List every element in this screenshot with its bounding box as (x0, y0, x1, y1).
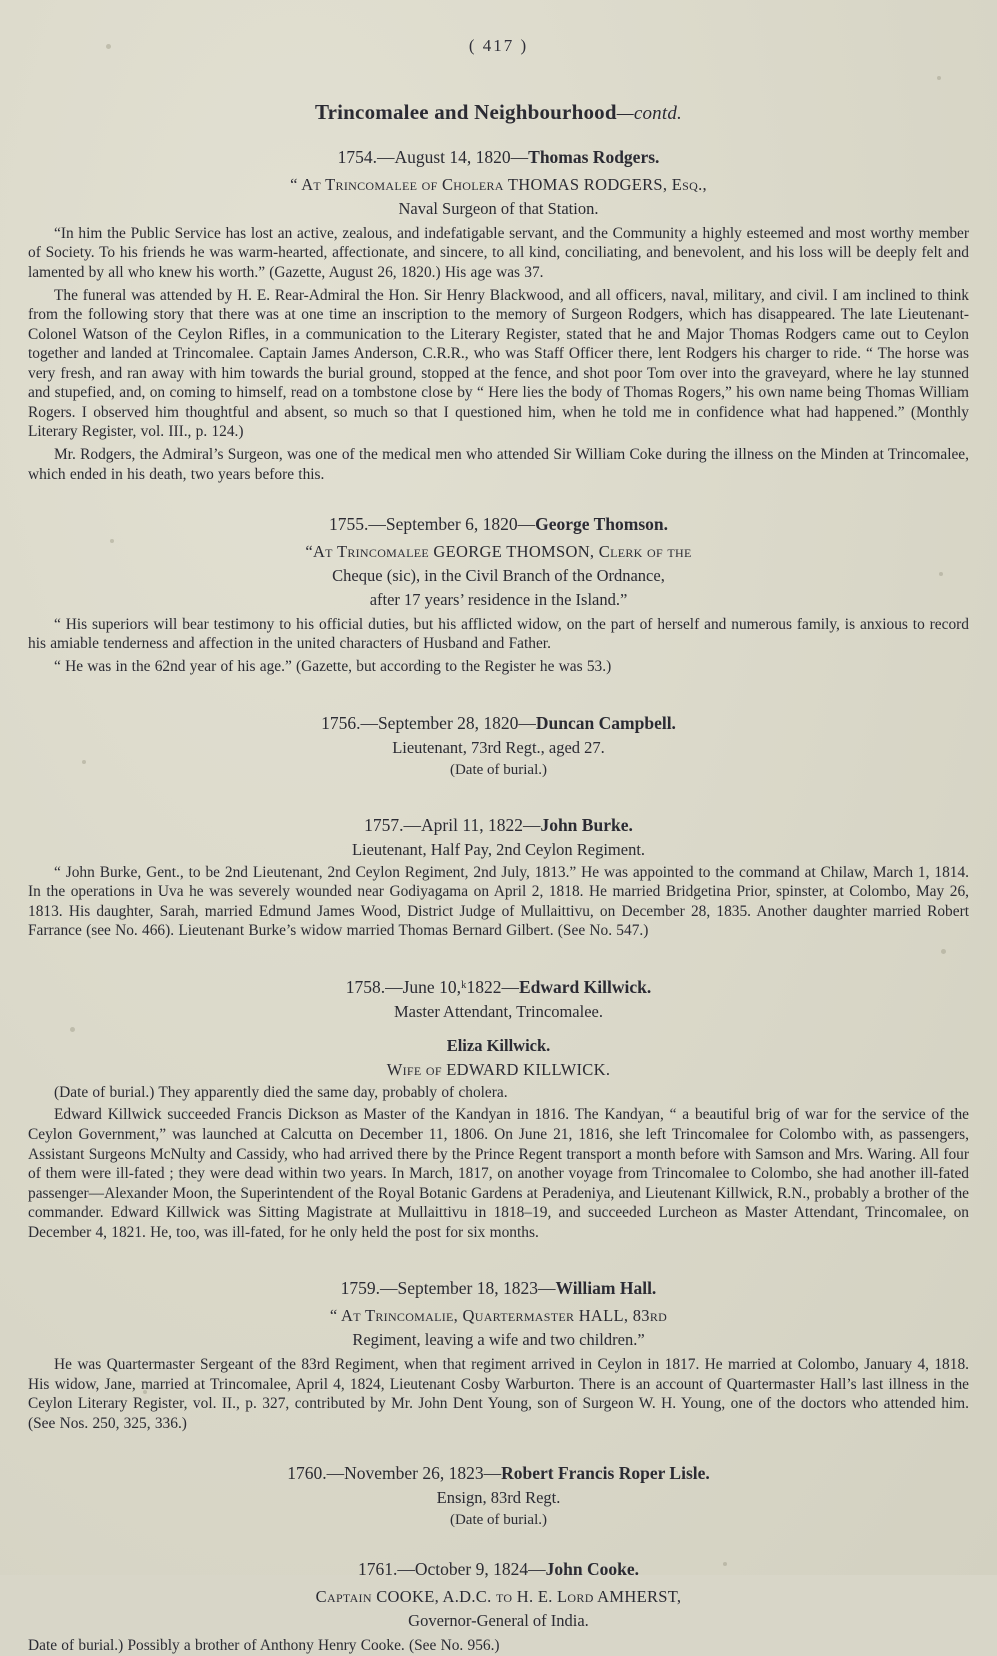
quote-line: Captain COOKE, A.D.C. to H. E. Lord AMHERST, (315, 1587, 682, 1607)
entry-paragraph: “ He was in the 62nd year of his age.” (Gazette, but according to the Register he was 53.) (54, 658, 612, 676)
entry-paragraph: “ John Burke, Gent., to be 2nd Lieutenant, 2nd Ceylon Regiment, 2nd July, 1813.” He was appointed to the command at Chilaw, March 1, 1814. In the operations in Uva he was severely wounded near Godiyagama on April 2, 1818. He married Bridgetina Prior, spinster, at Colombo, May 26, 1813. His daughter, Sarah, married Edmund James Wood, District Judge of Mullaittivu, on December 28, 1835. Another daughter married Robert Farrance (see No. 466). Lieutenant Burke’s widow married Thomas Bernard Gilbert. (See No. 547.) (28, 863, 969, 940)
quote-line: after 17 years’ residence in the Island.” (369, 590, 628, 609)
entry-heading-name: Edward Killwick. (518, 976, 652, 997)
entry-heading (28, 977, 969, 998)
entry-heading-name: Robert Francis Roper Lisle. (501, 1463, 710, 1484)
entry-quote (28, 1585, 969, 1633)
quote-line: Governor-General of India. (408, 1611, 589, 1631)
entry-heading-date: 1756.—September 28, 1820— (321, 712, 536, 733)
entry-subline: Ensign, 83rd Regt. (436, 1488, 561, 1508)
entry-subline: (Date of burial.) (449, 1512, 548, 1529)
entry-heading-name: Duncan Campbell. (535, 712, 676, 733)
entry-paragraph: “In him the Public Service has lost an active, zealous, and indefatigable servant, and the Community a highly esteemed and most worthy member of Society. To his friends he was warm-hearted, affectionate, and sincere, to all kind, conciliating, and benevolent, and his loss will be deeply felt and lamented by all who knew his worth.” (Gazette, August 26, 1820.) His age was 37. (28, 224, 969, 281)
quote-line: “ At Trincomalie, Quartermaster HALL, 83rd (329, 1306, 668, 1326)
page-title (28, 100, 969, 125)
entry-heading-date: 1755.—September 6, 1820— (329, 514, 536, 535)
quote-line: Regiment, leaving a wife and two children.” (352, 1330, 645, 1350)
entry-heading (28, 1559, 969, 1580)
page-number: ( 417 ) (468, 36, 529, 55)
entry-paragraph: Mr. Rodgers, the Admiral’s Surgeon, was one of the medical men who attended Sir William Coke during the illness on the Minden at Trincomalee, which ended in his death, two years before this. (28, 446, 969, 483)
entry-quote (28, 1304, 969, 1352)
quote-line: “At Trincomalee GEORGE THOMSON, Clerk of the (305, 542, 692, 562)
section-title-text: Trincomalee and Neighbourhood (314, 100, 617, 124)
entry-subline: Master Attendant, Trincomalee. (394, 1001, 603, 1021)
entry-heading-date: 1760.—November 26, 1823— (287, 1463, 502, 1484)
entry-subline: Lieutenant, 73rd Regt., aged 27. (392, 737, 605, 757)
entry-sub-name: Eliza Killwick. (446, 1035, 551, 1055)
entry-heading-name: John Cooke. (545, 1559, 639, 1580)
entry-heading (28, 815, 969, 836)
entry-subline: Lieutenant, Half Pay, 2nd Ceylon Regiment. (351, 839, 646, 859)
entry-paragraph: (Date of burial.) They apparently died the same day, probably of cholera. (54, 1083, 508, 1101)
entry-heading-date: 1758.—June 10,ᵏ1822— (345, 976, 519, 997)
entry-heading (28, 1278, 969, 1299)
entry-quote (28, 173, 969, 221)
entry-1758 (28, 977, 969, 1243)
entry-heading-name: John Burke. (540, 814, 633, 835)
entry-paragraph: Edward Killwick succeeded Francis Dickson as Master of the Kandyan in 1816. The Kandyan, “ a beautiful brig of war for the service of the Ceylon Government,” was launched at Calcutta on December 11, 1806. On June 21, 1816, she left Trincomalee for Colombo with, as passengers, Assistant Surgeons McNulty and Cassidy, who had arrived there by the Prince Regent transport a month before with Samson and Mrs. Waring. All four of them were ill-fated ; they were dead within two years. In March, 1817, on another voyage from Trincomalee to Colombo, she had another ill-fated passenger—Alexander Moon, the Superintendent of the Royal Botanic Gardens at Peradeniya, and Lieutenant Killwick, R.N., probably a brother of the commander. Edward Killwick was Sitting Magistrate at Mullaittivu in 1818–19, and succeeded Lurcheon as Master Attendant, Trincomalee, on December 4, 1821. He, too, was ill-fated, for he only held the post for six months. (28, 1106, 969, 1241)
entry-1759 (28, 1278, 969, 1433)
quote-line: “ At Trincomalee of Cholera THOMAS RODGERS, Esq., (290, 175, 707, 194)
entry-heading-name: William Hall. (555, 1278, 657, 1299)
entry-1755 (28, 514, 969, 676)
entry-paragraph: The funeral was attended by H. E. Rear-Admiral the Hon. Sir Henry Blackwood, and all officers, naval, military, and civil. I am inclined to think from the following story that there was at one time an inscription to the memory of Surgeon Rodgers, which has disappeared. The late Lieutenant-Colonel Watson of the Ceylon Rifles, in a communication to the Literary Register, stated that he and Major Thomas Rodgers came out to Ceylon together and landed at Trincomalee. Captain James Anderson, C.R.R., who was Staff Officer there, lent Rodgers his charger to ride. “ The horse was very fresh, and ran away with him towards the burial ground, stopped at the fence, and shot poor Tom over into the graveyard, where he lay stunned and stupefied, and, on coming to himself, read on a tombstone close by “ Here lies the body of Thomas Rogers,” his own name being Thomas William Rogers. I observed him thoughtful and absent, so much so that I questioned him, when he told me in confidence what had happened.” (Monthly Literary Register, vol. III., p. 124.) (28, 286, 969, 441)
entry-subline: (Date of burial.) (449, 761, 548, 778)
section-title-contd: —contd. (616, 103, 683, 124)
entry-1756 (28, 713, 969, 779)
entry-heading-date: 1757.—April 11, 1822— (364, 814, 541, 835)
entry-heading-name: Thomas Rodgers. (528, 147, 660, 167)
entry-paragraph: He was Quartermaster Sergeant of the 83rd Regiment, when that regiment arrived in Ceylon in 1817. He married at Colombo, January 4, 1818. His widow, Jane, married at Trincomalee, April 4, 1824, Lieutenant Cosby Warburton. There is an account of Quartermaster Hall’s last illness in the Ceylon Literary Register, vol. II., p. 327, contributed by Mr. John Dent Young, son of Surgeon W. H. Young, one of the doctors who attended him. (See Nos. 250, 325, 336.) (28, 1356, 969, 1432)
entry-heading (28, 1463, 969, 1484)
entry-1754 (28, 147, 969, 484)
entry-quote (28, 540, 969, 612)
page-content (20, 0, 977, 1656)
entry-heading-date: 1761.—October 9, 1824— (358, 1559, 546, 1580)
entry-heading-name: George Thomson. (535, 514, 668, 535)
entry-1761 (28, 1559, 969, 1655)
entry-heading (28, 514, 969, 535)
entry-paragraph: “ His superiors will bear testimony to his official duties, but his afflicted widow, on the part of herself and numerous family, is anxious to record his amiable tenderness and affection in the united characters of Husband and Father. (28, 615, 969, 653)
entry-1757 (28, 815, 969, 941)
entry-heading (28, 147, 969, 168)
entry-paragraph: Date of burial.) Possibly a brother of Anthony Henry Cooke. (See No. 956.) (28, 1637, 500, 1655)
entry-heading-date: 1759.—September 18, 1823— (340, 1278, 556, 1299)
entry-sub-name-line: Wife of EDWARD KILLWICK. (386, 1059, 611, 1079)
quote-line: Naval Surgeon of that Station. (398, 198, 599, 218)
entry-1760 (28, 1463, 969, 1529)
quote-line: Cheque (sic), in the Civil Branch of the Ordnance, (332, 566, 665, 586)
entry-heading (28, 713, 969, 734)
entry-heading-date: 1754.—August 14, 1820— (337, 147, 529, 167)
